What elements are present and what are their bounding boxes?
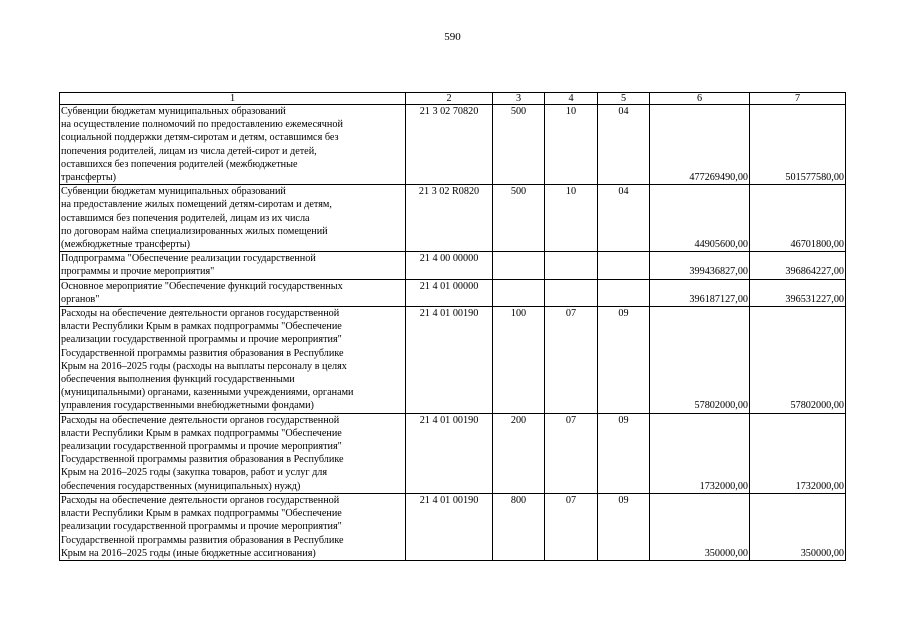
description-line: социальной поддержки детям-сиротам и детям, оставшимся без xyxy=(61,132,339,144)
description-line: по договорам найма специализированных жилых помещений xyxy=(61,225,328,237)
expense-type-code: 200 xyxy=(493,413,545,493)
expense-description xyxy=(60,105,406,185)
budget-classification-code: 21 4 01 00190 xyxy=(406,493,493,560)
expense-type-code xyxy=(493,252,545,279)
description-line: управления государственными внебюджетными фондами) xyxy=(61,400,314,412)
amount-year-2: 350000,00 xyxy=(750,493,846,560)
budget-classification-code: 21 4 01 00190 xyxy=(406,307,493,414)
description-line: Государственной программы развития образования в Республике xyxy=(61,347,344,359)
amount-year-2: 1732000,00 xyxy=(750,413,846,493)
amount-year-1: 399436827,00 xyxy=(650,252,750,279)
amount-year-1: 477269490,00 xyxy=(650,105,750,185)
subsection-code xyxy=(598,279,650,306)
table-row xyxy=(60,185,846,252)
expense-type-code: 100 xyxy=(493,307,545,414)
amount-year-1: 396187127,00 xyxy=(650,279,750,306)
description-line: на осуществление полномочий по предоставлению ежемесячной xyxy=(61,119,343,131)
budget-classification-code: 21 4 01 00000 xyxy=(406,279,493,306)
subsection-code: 04 xyxy=(598,105,650,185)
section-code: 07 xyxy=(545,307,598,414)
description-line: программы и прочие мероприятия" xyxy=(61,266,215,278)
description-line: Расходы на обеспечение деятельности органов государственной xyxy=(61,414,340,426)
description-line: Основное мероприятие "Обеспечение функций государственных xyxy=(61,280,343,292)
expense-description xyxy=(60,413,406,493)
description-line: власти Республики Крым в рамках подпрограммы "Обеспечение xyxy=(61,427,342,439)
expense-type-code: 500 xyxy=(493,105,545,185)
description-line: власти Республики Крым в рамках подпрограммы "Обеспечение xyxy=(61,321,342,333)
description-line: попечения родителей, лицам из числа детей-сирот и детей, xyxy=(61,145,317,157)
subsection-code: 09 xyxy=(598,413,650,493)
description-line: Субвенции бюджетам муниципальных образований xyxy=(61,106,286,117)
table-row xyxy=(60,279,846,306)
description-line: Крым на 2016–2025 годы (иные бюджетные ассигнования) xyxy=(61,547,316,559)
description-line: Крым на 2016–2025 годы (расходы на выплаты персоналу в целях xyxy=(61,360,347,372)
description-line: Крым на 2016–2025 годы (закупка товаров, работ и услуг для xyxy=(61,467,328,479)
table-row xyxy=(60,413,846,493)
description-line: на предоставление жилых помещений детям-сиротам и детям, xyxy=(61,199,332,211)
expense-type-code xyxy=(493,279,545,306)
subsection-code: 09 xyxy=(598,493,650,560)
description-line: реализации государственной программы и прочие мероприятия" xyxy=(61,521,342,533)
description-line: оставшимся без попечения родителей, лицам из их числа xyxy=(61,212,310,224)
amount-year-2: 57802000,00 xyxy=(750,307,846,414)
expense-description xyxy=(60,185,406,252)
expense-description xyxy=(60,252,406,279)
budget-classification-code: 21 4 01 00190 xyxy=(406,413,493,493)
description-line: обеспечения государственных (муниципальных) нужд) xyxy=(61,480,301,492)
budget-table xyxy=(59,92,846,561)
amount-year-2: 46701800,00 xyxy=(750,185,846,252)
column-number-row xyxy=(60,93,846,105)
description-line: Государственной программы развития образования в Республике xyxy=(61,454,344,466)
amount-year-1: 1732000,00 xyxy=(650,413,750,493)
subsection-code: 09 xyxy=(598,307,650,414)
section-code xyxy=(545,279,598,306)
section-code: 07 xyxy=(545,493,598,560)
section-code: 10 xyxy=(545,105,598,185)
description-line: реализации государственной программы и прочие мероприятия" xyxy=(61,334,342,346)
budget-classification-code: 21 3 02 70820 xyxy=(406,105,493,185)
description-line: (межбюджетные трансферты) xyxy=(61,239,191,251)
expense-type-code: 500 xyxy=(493,185,545,252)
budget-classification-code: 21 4 00 00000 xyxy=(406,252,493,279)
description-line: Субвенции бюджетам муниципальных образований xyxy=(61,186,286,198)
description-line: (муниципальными) органами, казенными учреждениями, органами xyxy=(61,387,354,399)
table-row xyxy=(60,307,846,414)
description-line: Подпрограмма "Обеспечение реализации государственной xyxy=(61,253,316,265)
amount-year-1: 350000,00 xyxy=(650,493,750,560)
section-code xyxy=(545,252,598,279)
column-number: 2 xyxy=(406,93,493,105)
table-row xyxy=(60,105,846,185)
description-line: Расходы на обеспечение деятельности органов государственной xyxy=(61,494,340,506)
subsection-code xyxy=(598,252,650,279)
table-row xyxy=(60,493,846,560)
description-line: органов" xyxy=(61,293,100,305)
subsection-code: 04 xyxy=(598,185,650,252)
budget-classification-code: 21 3 02 R0820 xyxy=(406,185,493,252)
column-number: 1 xyxy=(60,93,406,105)
section-code: 07 xyxy=(545,413,598,493)
description-line: обеспечения выполнения функций государственными xyxy=(61,374,295,386)
section-code: 10 xyxy=(545,185,598,252)
column-number: 7 xyxy=(750,93,846,105)
column-number: 5 xyxy=(598,93,650,105)
column-number: 6 xyxy=(650,93,750,105)
table-row xyxy=(60,252,846,279)
amount-year-2: 501577580,00 xyxy=(750,105,846,185)
description-line: оставшихся без попечения родителей (межбюджетные xyxy=(61,158,298,170)
expense-type-code: 800 xyxy=(493,493,545,560)
description-line: власти Республики Крым в рамках подпрограммы "Обеспечение xyxy=(61,508,342,520)
expense-description xyxy=(60,493,406,560)
amount-year-2: 396864227,00 xyxy=(750,252,846,279)
amount-year-1: 44905600,00 xyxy=(650,185,750,252)
amount-year-1: 57802000,00 xyxy=(650,307,750,414)
expense-description xyxy=(60,307,406,414)
description-line: трансферты) xyxy=(61,172,117,184)
description-line: реализации государственной программы и прочие мероприятия" xyxy=(61,441,342,453)
column-number: 4 xyxy=(545,93,598,105)
expense-description xyxy=(60,279,406,306)
description-line: Расходы на обеспечение деятельности органов государственной xyxy=(61,308,340,320)
column-number: 3 xyxy=(493,93,545,105)
description-line: Государственной программы развития образования в Республике xyxy=(61,534,344,546)
amount-year-2: 396531227,00 xyxy=(750,279,846,306)
page-number: 590 xyxy=(444,31,461,43)
